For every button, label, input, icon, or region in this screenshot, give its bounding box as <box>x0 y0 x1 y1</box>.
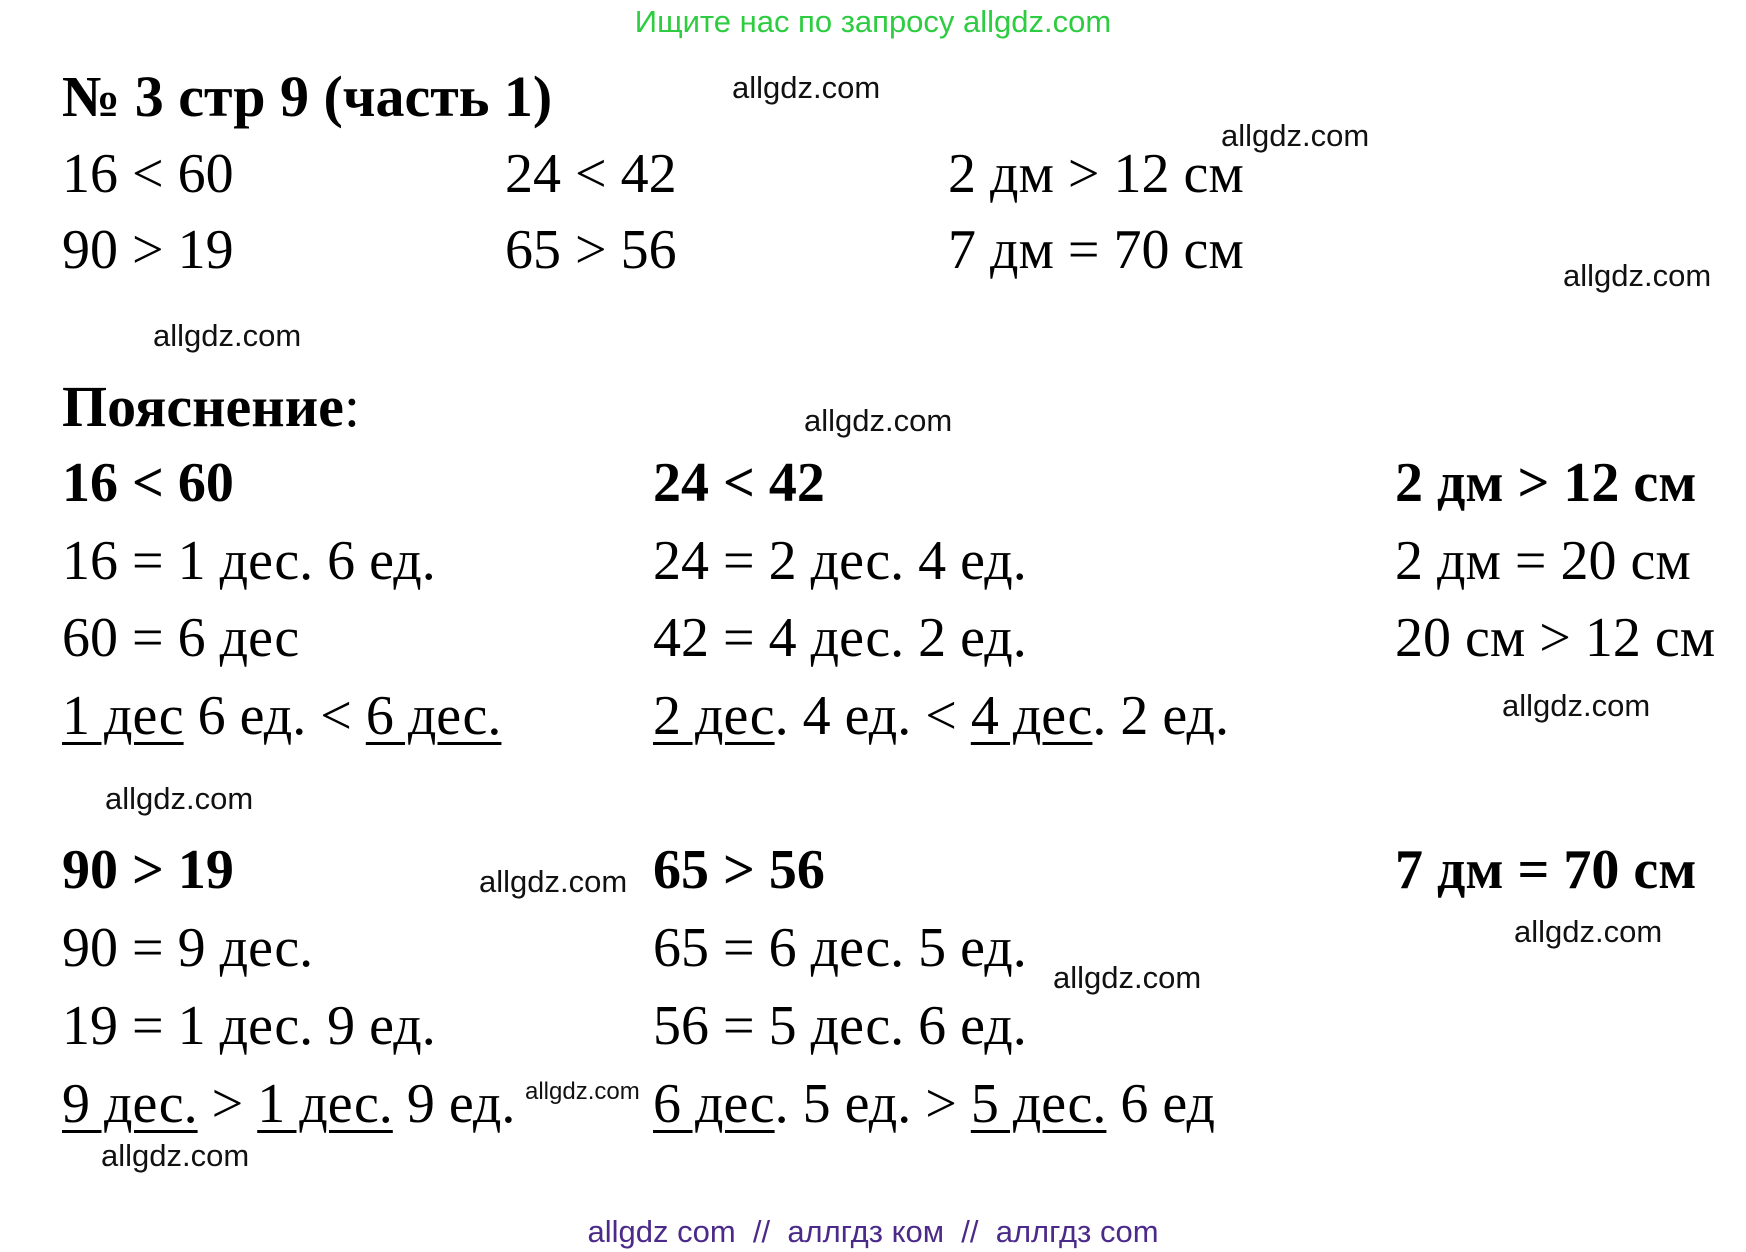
block4-line3-part1: 9 дес. <box>62 1073 198 1135</box>
block3-line1: 2 дм = 20 см <box>1395 530 1691 592</box>
block4-line3-part3: 1 дес. <box>257 1073 393 1135</box>
block3-line2: 20 см > 12 см <box>1395 607 1716 669</box>
block1-head: 16 < 60 <box>62 452 234 514</box>
block4-line3-part2: > <box>197 1073 258 1135</box>
page-title: № 3 стр 9 (часть 1) <box>62 64 553 129</box>
answer-5: 65 > 56 <box>505 219 677 281</box>
watermark: allgdz.com <box>1053 960 1202 995</box>
block5-line3-part2: . 5 ед. > <box>774 1073 971 1135</box>
watermark: allgdz.com <box>153 318 302 353</box>
block1-line3-part1: 1 дес <box>62 685 184 747</box>
block1-line1: 16 = 1 дес. 6 ед. <box>62 530 436 592</box>
block5-line3-part1: 6 дес <box>653 1073 775 1135</box>
block5-line3-part3: 5 дес. <box>970 1073 1107 1135</box>
answer-2: 24 < 42 <box>505 143 677 205</box>
block1-line2: 60 = 6 дес <box>62 607 300 669</box>
block5-line3-part4: 6 ед <box>1106 1073 1216 1135</box>
block2-head: 24 < 42 <box>653 452 825 514</box>
watermark: allgdz.com <box>525 1078 640 1105</box>
answer-1: 16 < 60 <box>62 143 234 205</box>
block4-head: 90 > 19 <box>62 839 234 901</box>
block2-line3-part4: . 2 ед. <box>1092 685 1230 747</box>
block1-line3 <box>62 685 502 747</box>
block4-line1: 90 = 9 дес. <box>62 917 314 979</box>
block1-line3-part2: 6 ед. < <box>183 685 366 747</box>
watermark: allgdz.com <box>1563 258 1712 293</box>
block5-line1: 65 = 6 дес. 5 ед. <box>653 917 1027 979</box>
block2-line3-part3: 4 дес <box>970 685 1093 747</box>
block2-line2: 42 = 4 дес. 2 ед. <box>653 607 1027 669</box>
watermark: allgdz.com <box>101 1138 250 1173</box>
watermark: allgdz.com <box>804 403 953 438</box>
watermark: allgdz.com <box>479 864 628 899</box>
watermark: allgdz.com <box>732 70 881 105</box>
block2-line3-part2: . 4 ед. < <box>774 685 971 747</box>
answer-6: 7 дм = 70 см <box>948 219 1244 281</box>
block1-line3-part3: 6 дес. <box>365 685 502 747</box>
block5-head: 65 > 56 <box>653 839 825 901</box>
block5-line2: 56 = 5 дес. 6 ед. <box>653 995 1027 1057</box>
top-banner[interactable]: Ищите нас по запросу allgdz.com <box>634 4 1112 39</box>
explanation-title-text: Пояснение <box>62 374 344 439</box>
block5-line3 <box>653 1073 1216 1135</box>
watermark: allgdz.com <box>1514 914 1663 949</box>
block4-line3-part4: 9 ед. <box>392 1073 516 1135</box>
watermark: allgdz.com <box>1221 118 1370 153</box>
answer-3: 2 дм > 12 см <box>948 143 1244 205</box>
block2-line3 <box>653 685 1230 747</box>
footer-links[interactable]: allgdz com // аллгдз ком // аллгдз com <box>587 1214 1159 1249</box>
watermark: allgdz.com <box>105 781 254 816</box>
answer-4: 90 > 19 <box>62 219 234 281</box>
block4-line2: 19 = 1 дес. 9 ед. <box>62 995 436 1057</box>
block2-line1: 24 = 2 дес. 4 ед. <box>653 530 1027 592</box>
block4-line3 <box>62 1073 516 1135</box>
watermark: allgdz.com <box>1502 688 1651 723</box>
block6-head: 7 дм = 70 см <box>1395 839 1697 901</box>
block2-line3-part1: 2 дес <box>653 685 775 747</box>
block3-head: 2 дм > 12 см <box>1395 452 1697 514</box>
explanation-colon: : <box>343 374 360 439</box>
explanation-title <box>62 374 360 439</box>
